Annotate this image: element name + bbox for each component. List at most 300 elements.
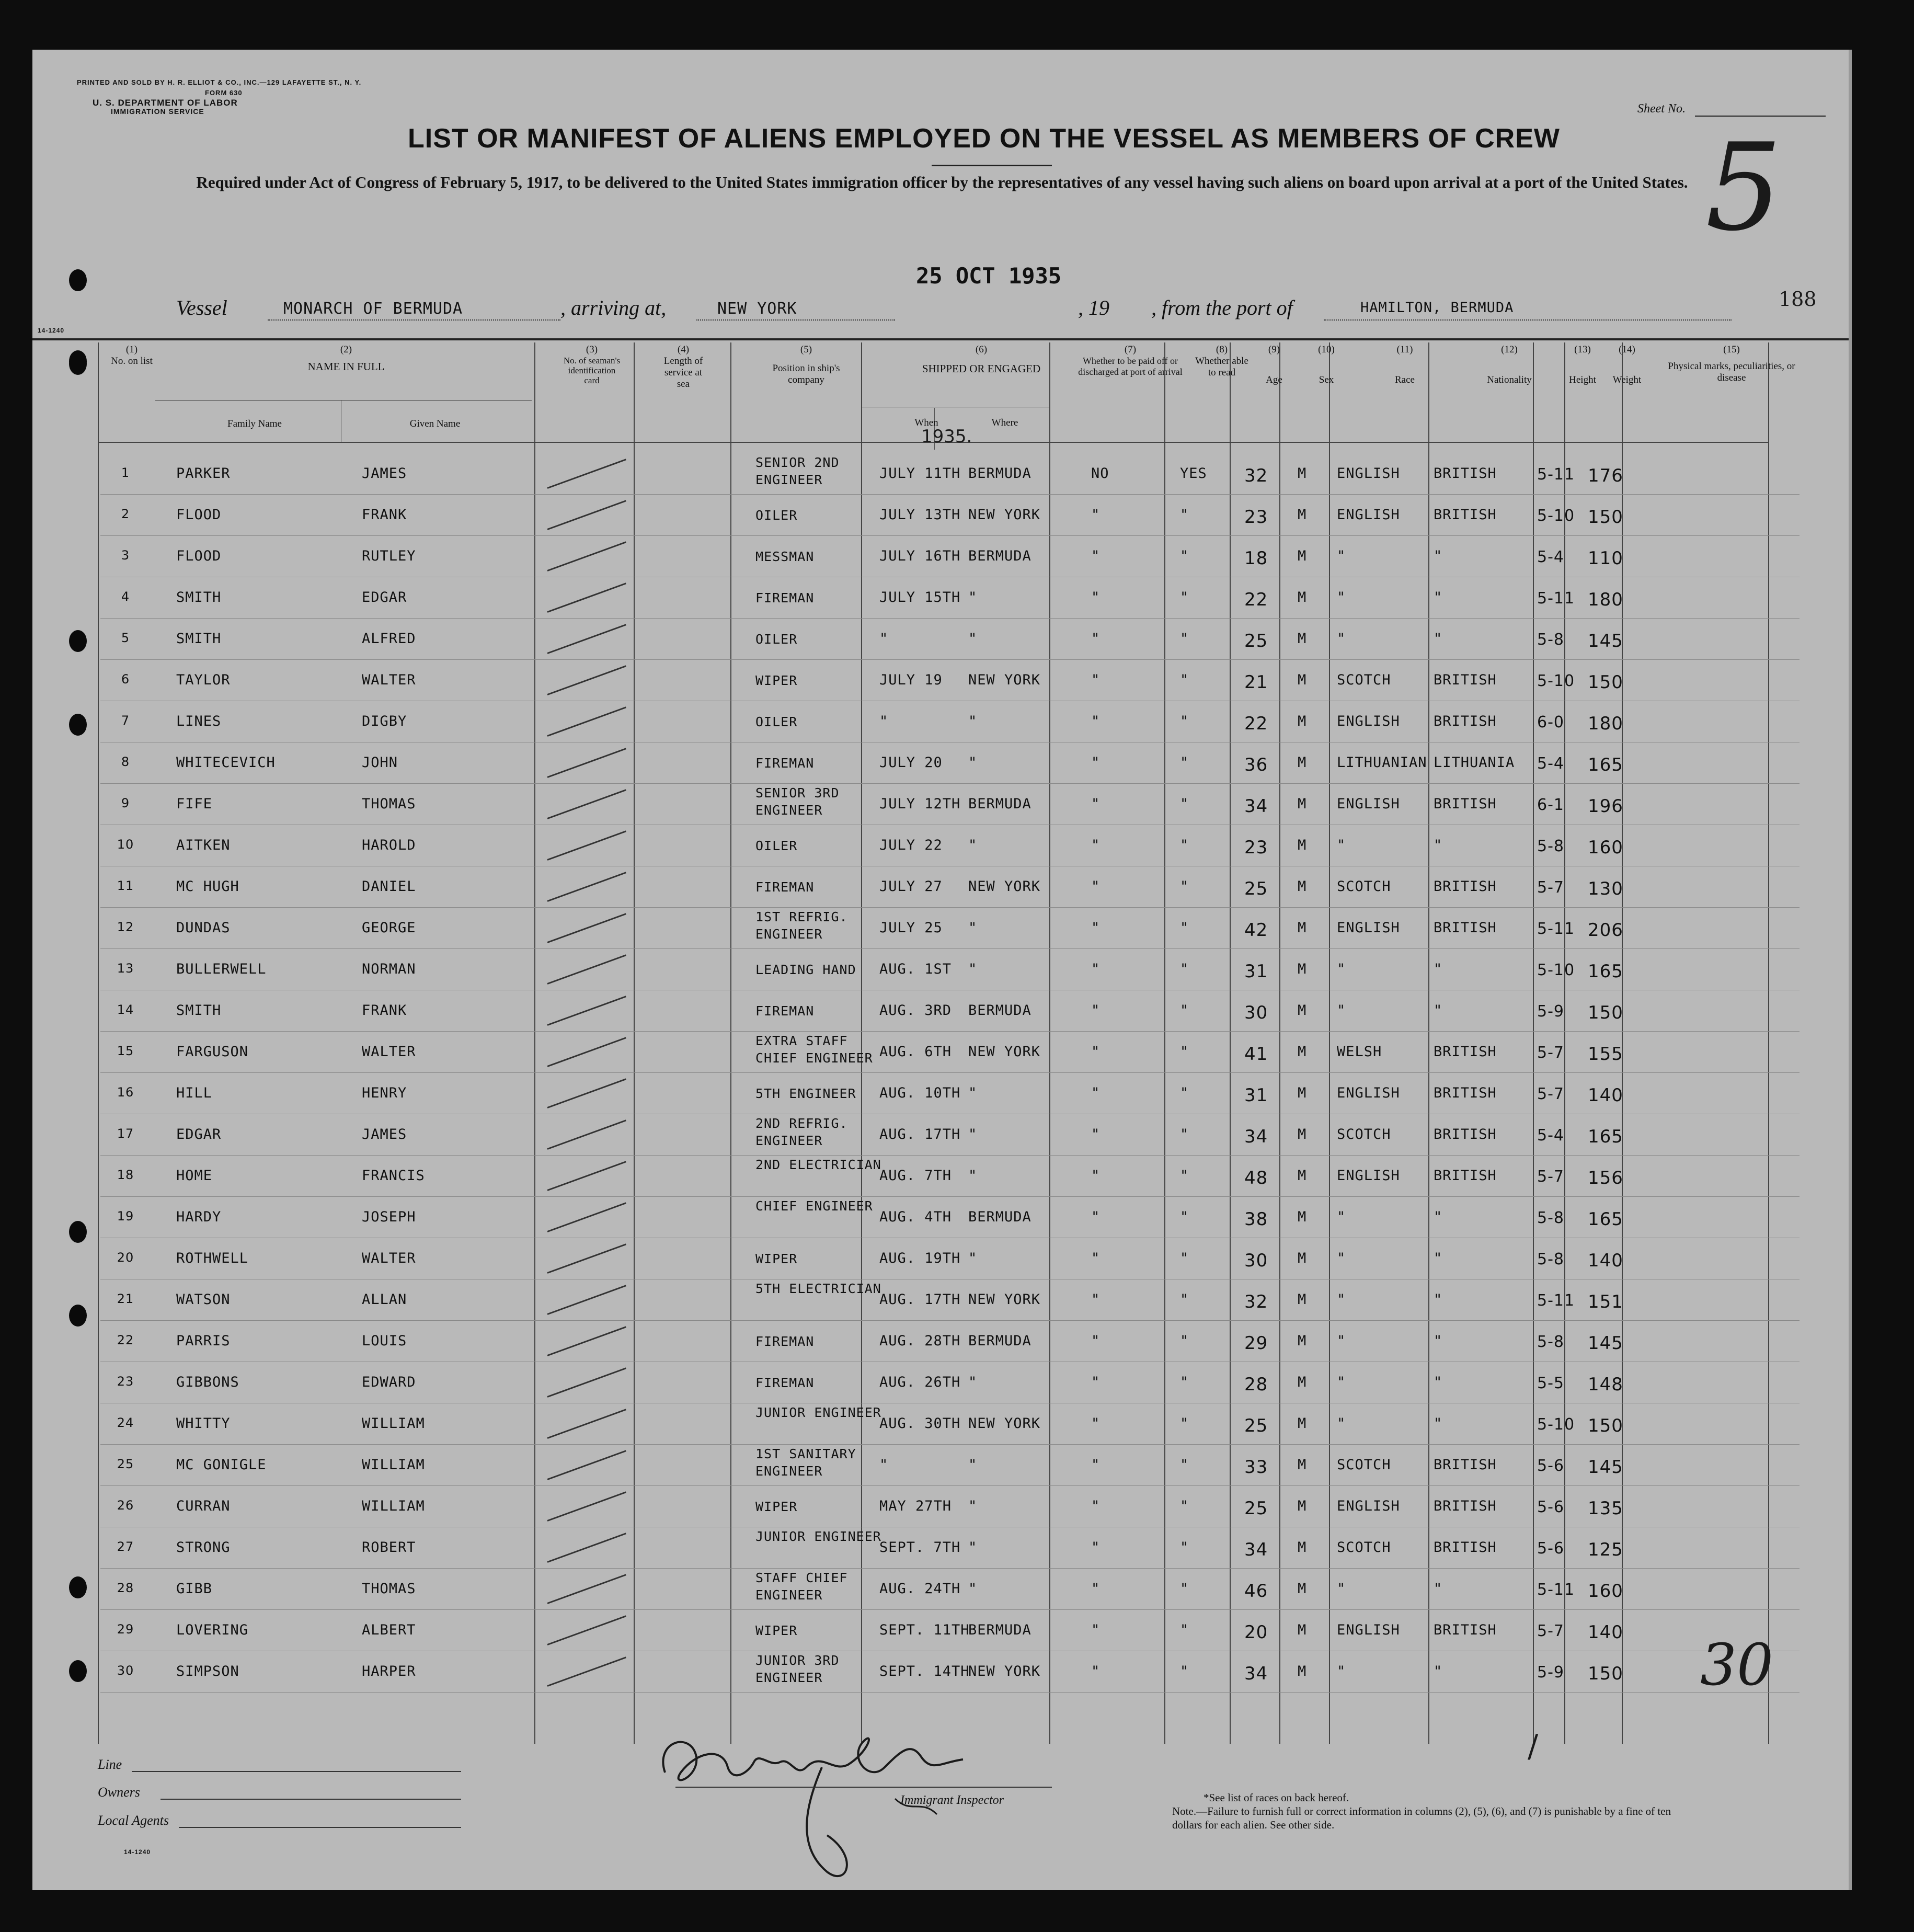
row-15-weight: 155 [1588, 1044, 1623, 1065]
row-14-read: " [1180, 1002, 1189, 1019]
service: IMMIGRATION SERVICE [111, 107, 204, 116]
row-9-nationality: BRITISH [1434, 796, 1497, 812]
row-30-no: 30 [117, 1663, 134, 1678]
row-20-read: " [1180, 1250, 1189, 1266]
row-13-no: 13 [117, 961, 134, 976]
row-27-position: JUNIOR ENGINEER [755, 1529, 881, 1544]
id-card-dash-mark [547, 706, 626, 737]
row-27-no: 27 [117, 1539, 134, 1554]
inspector-label: Immigrant Inspector [900, 1793, 1004, 1807]
row-22-when: AUG. 28TH [879, 1333, 961, 1349]
row-21-where: NEW YORK [968, 1291, 1041, 1308]
row-17-height: 5-4 [1537, 1126, 1564, 1145]
row-rule [100, 659, 1800, 660]
row-25-sex: M [1298, 1457, 1307, 1473]
col6-header: (6) SHIPPED OR ENGAGED [922, 344, 1041, 375]
row-5-no: 5 [121, 631, 130, 645]
row-9-height: 6-1 [1537, 796, 1564, 814]
row-19-when: AUG. 4TH [879, 1209, 952, 1225]
row-1-position: SENIOR 2ND ENGINEER [755, 455, 840, 487]
row-6-family: TAYLOR [176, 672, 231, 688]
row-16-age: 31 [1244, 1085, 1268, 1106]
row-1-given: JAMES [362, 465, 407, 482]
row-13-nationality: " [1434, 961, 1443, 977]
row-11-height: 5-7 [1537, 878, 1564, 897]
col-sep [1049, 342, 1050, 1744]
row-28-when: AUG. 24TH [879, 1581, 961, 1597]
row-4-given: EDGAR [362, 589, 407, 605]
row-18-read: " [1180, 1168, 1189, 1184]
id-card-dash-mark [547, 1615, 626, 1645]
row-16-where: " [968, 1085, 978, 1101]
row-26-sex: M [1298, 1498, 1307, 1514]
binder-hole [69, 1576, 87, 1598]
row-19-nationality: " [1434, 1209, 1443, 1225]
row-7-no: 7 [121, 713, 130, 728]
row-30-height: 5-9 [1537, 1663, 1564, 1682]
row-30-weight: 150 [1588, 1663, 1623, 1684]
row-26-no: 26 [117, 1498, 134, 1513]
row-7-paid: " [1091, 713, 1101, 729]
row-27-height: 5-6 [1537, 1539, 1564, 1558]
row-19-paid: " [1091, 1209, 1101, 1225]
row-16-when: AUG. 10TH [879, 1085, 961, 1101]
row-2-read: " [1180, 507, 1189, 523]
row-15-read: " [1180, 1044, 1189, 1060]
row-15-height: 5-7 [1537, 1044, 1564, 1062]
id-card-dash-mark [547, 459, 626, 489]
row-15-age: 41 [1244, 1044, 1268, 1065]
row-16-position: 5TH ENGINEER [755, 1086, 856, 1101]
row-17-paid: " [1091, 1126, 1101, 1142]
row-5-age: 25 [1244, 631, 1268, 651]
row-8-race: LITHUANIAN [1337, 754, 1427, 771]
row-8-weight: 165 [1588, 754, 1623, 775]
row-25-paid: " [1091, 1457, 1101, 1473]
row-11-age: 25 [1244, 878, 1268, 899]
row-9-race: ENGLISH [1337, 796, 1400, 812]
row-20-weight: 140 [1588, 1250, 1623, 1271]
where-header: Where [991, 417, 1018, 428]
port-dotted-line [696, 319, 895, 321]
row-6-no: 6 [121, 672, 130, 687]
row-26-where: " [968, 1498, 978, 1514]
printer-line: PRINTED AND SOLD BY H. R. ELLIOT & CO., INC.—129 LAFAYETTE ST., N. Y. [77, 78, 362, 86]
row-24-position: JUNIOR ENGINEER [755, 1405, 881, 1420]
row-11-sex: M [1298, 878, 1307, 895]
line-field [132, 1771, 461, 1772]
row-12-when: JULY 25 [879, 920, 943, 936]
row-12-no: 12 [117, 920, 134, 934]
col15-header: (15) Physical marks, peculiarities, or disease [1668, 344, 1795, 383]
row-14-position: FIREMAN [755, 1003, 815, 1019]
col-sep [98, 342, 99, 1744]
row-6-when: JULY 19 [879, 672, 943, 688]
row-14-where: BERMUDA [968, 1002, 1032, 1019]
row-15-position: EXTRA STAFF CHIEF ENGINEER [755, 1033, 873, 1066]
row-27-weight: 125 [1588, 1539, 1623, 1560]
row-11-when: JULY 27 [879, 878, 943, 895]
row-18-where: " [968, 1168, 978, 1184]
row-20-position: WIPER [755, 1251, 798, 1266]
row-26-nationality: BRITISH [1434, 1498, 1497, 1514]
row-22-where: BERMUDA [968, 1333, 1032, 1349]
row-16-height: 5-7 [1537, 1085, 1564, 1103]
row-10-weight: 160 [1588, 837, 1623, 858]
row-23-read: " [1180, 1374, 1189, 1390]
row-7-nationality: BRITISH [1434, 713, 1497, 729]
row-23-weight: 148 [1588, 1374, 1623, 1395]
row-3-position: MESSMAN [755, 549, 815, 564]
row-7-when: " [879, 713, 889, 729]
row-11-given: DANIEL [362, 878, 416, 895]
row-13-where: " [968, 961, 978, 977]
row-18-when: AUG. 7TH [879, 1168, 952, 1184]
row-29-when: SEPT. 11TH [879, 1622, 970, 1638]
row-22-nationality: " [1434, 1333, 1443, 1349]
id-card-dash-mark [547, 1326, 626, 1356]
id-card-dash-mark [547, 582, 626, 613]
row-7-position: OILER [755, 714, 798, 729]
row-28-given: THOMAS [362, 1581, 416, 1597]
row-9-age: 34 [1244, 796, 1268, 817]
row-rule [100, 1196, 1800, 1197]
row-18-given: FRANCIS [362, 1168, 425, 1184]
when-header: When [914, 417, 938, 428]
row-6-position: WIPER [755, 673, 798, 688]
col-sep [730, 342, 731, 1744]
row-rule [100, 494, 1800, 495]
id-card-dash-mark [547, 1574, 626, 1604]
row-6-where: NEW YORK [968, 672, 1041, 688]
row-14-weight: 150 [1588, 1002, 1623, 1023]
row-rule [100, 1320, 1800, 1321]
id-card-dash-mark [547, 1367, 626, 1398]
sheet-number: 5 [1705, 118, 1782, 258]
row-20-given: WALTER [362, 1250, 416, 1266]
row-23-age: 28 [1244, 1374, 1268, 1395]
row-3-no: 3 [121, 548, 130, 563]
row-4-sex: M [1298, 589, 1307, 605]
row-3-family: FLOOD [176, 548, 222, 564]
row-26-weight: 135 [1588, 1498, 1623, 1519]
binder-hole [69, 714, 87, 736]
row-23-position: FIREMAN [755, 1375, 815, 1390]
row-17-where: " [968, 1126, 978, 1142]
row-25-position: 1ST SANITARY ENGINEER [755, 1446, 856, 1479]
row-12-age: 42 [1244, 920, 1268, 941]
row-22-position: FIREMAN [755, 1334, 815, 1349]
page-number: 188 [1779, 288, 1817, 311]
row-13-given: NORMAN [362, 961, 416, 977]
row-29-family: LOVERING [176, 1622, 249, 1638]
row-1-weight: 176 [1588, 465, 1623, 486]
row-27-nationality: BRITISH [1434, 1539, 1497, 1556]
header-rule [32, 338, 1852, 340]
row-12-given: GEORGE [362, 920, 416, 936]
row-24-when: AUG. 30TH [879, 1415, 961, 1432]
row-5-weight: 145 [1588, 631, 1623, 651]
row-24-sex: M [1298, 1415, 1307, 1432]
from-port-dotted-line [1324, 319, 1732, 321]
sheet-no-line [1695, 116, 1826, 117]
row-3-age: 18 [1244, 548, 1268, 569]
row-26-read: " [1180, 1498, 1189, 1514]
row-24-height: 5-10 [1537, 1415, 1575, 1434]
row-5-when: " [879, 631, 889, 647]
row-26-height: 5-6 [1537, 1498, 1564, 1516]
row-27-given: ROBERT [362, 1539, 416, 1556]
row-4-age: 22 [1244, 589, 1268, 610]
row-19-given: JOSEPH [362, 1209, 416, 1225]
row-11-race: SCOTCH [1337, 878, 1391, 895]
row-6-nationality: BRITISH [1434, 672, 1497, 688]
row-18-paid: " [1091, 1168, 1101, 1184]
owners-label: Owners [98, 1785, 140, 1800]
row-rule [100, 1444, 1800, 1445]
row-16-family: HILL [176, 1085, 213, 1101]
department: U. S. DEPARTMENT OF LABOR [93, 98, 238, 108]
id-card-dash-mark [547, 1656, 626, 1687]
id-card-dash-mark [547, 1533, 626, 1563]
form-code-top: 14-1240 [38, 327, 65, 334]
row-20-age: 30 [1244, 1250, 1268, 1271]
row-1-height: 5-11 [1537, 465, 1575, 484]
row-11-where: NEW YORK [968, 878, 1041, 895]
id-card-dash-mark [547, 624, 626, 654]
row-3-weight: 110 [1588, 548, 1623, 569]
row-8-family: WHITECEVICH [176, 754, 276, 771]
agents-field [179, 1827, 461, 1828]
row-6-paid: " [1091, 672, 1101, 688]
row-2-race: ENGLISH [1337, 507, 1400, 523]
row-13-position: LEADING HAND [755, 962, 856, 977]
row-23-height: 5-5 [1537, 1374, 1564, 1392]
row-24-family: WHITTY [176, 1415, 231, 1432]
row-16-nationality: BRITISH [1434, 1085, 1497, 1101]
row-11-no: 11 [117, 878, 134, 893]
vessel-dotted-line [268, 319, 560, 321]
id-card-dash-mark [547, 748, 626, 778]
row-30-given: HARPER [362, 1663, 416, 1679]
row-28-nationality: " [1434, 1581, 1443, 1597]
row-20-paid: " [1091, 1250, 1101, 1266]
row-15-no: 15 [117, 1044, 134, 1058]
vessel-row [32, 295, 1852, 327]
row-17-when: AUG. 17TH [879, 1126, 961, 1142]
row-11-read: " [1180, 878, 1189, 895]
row-28-read: " [1180, 1581, 1189, 1597]
row-8-when: JULY 20 [879, 754, 943, 771]
row-9-read: " [1180, 796, 1189, 812]
row-10-given: HAROLD [362, 837, 416, 853]
col-sep [634, 342, 635, 1744]
manifest-sheet [32, 50, 1852, 1890]
row-28-paid: " [1091, 1581, 1101, 1597]
row-19-race: " [1337, 1209, 1346, 1225]
row-10-where: " [968, 837, 978, 853]
family-name-header: Family Name [227, 418, 282, 429]
row-7-race: ENGLISH [1337, 713, 1400, 729]
row-19-family: HARDY [176, 1209, 222, 1225]
subtitle: Required under Act of Congress of February 5, 1917, to be delivered to the United States immigration officer by the representatives of any vessel having such aliens on board upon arrival at a port of the United States. [196, 173, 1688, 191]
row-4-weight: 180 [1588, 589, 1623, 610]
row-25-weight: 145 [1588, 1457, 1623, 1478]
row-24-read: " [1180, 1415, 1189, 1432]
row-9-given: THOMAS [362, 796, 416, 812]
row-6-sex: M [1298, 672, 1307, 688]
row-7-given: DIGBY [362, 713, 407, 729]
row-rule [100, 783, 1800, 784]
row-19-sex: M [1298, 1209, 1307, 1225]
vessel-name: MONARCH OF BERMUDA [283, 300, 463, 318]
row-7-age: 22 [1244, 713, 1268, 734]
row-14-height: 5-9 [1537, 1002, 1564, 1021]
row-4-when: JULY 15TH [879, 589, 961, 605]
row-8-paid: " [1091, 754, 1101, 771]
row-28-position: STAFF CHIEF ENGINEER [755, 1570, 848, 1603]
row-8-height: 5-4 [1537, 754, 1564, 773]
row-29-nationality: BRITISH [1434, 1622, 1497, 1638]
row-3-where: BERMUDA [968, 548, 1032, 564]
row-26-position: WIPER [755, 1499, 798, 1514]
row-12-race: ENGLISH [1337, 920, 1400, 936]
row-18-sex: M [1298, 1168, 1307, 1184]
row-3-race: " [1337, 548, 1346, 564]
row-10-position: OILER [755, 838, 798, 853]
row-14-nationality: " [1434, 1002, 1443, 1019]
col-sep [1768, 342, 1769, 1744]
row-29-where: BERMUDA [968, 1622, 1032, 1638]
row-29-race: ENGLISH [1337, 1622, 1400, 1638]
row-14-race: " [1337, 1002, 1346, 1019]
row-1-family: PARKER [176, 465, 231, 482]
id-card-dash-mark [547, 665, 626, 695]
row-3-nationality: " [1434, 548, 1443, 564]
row-5-sex: M [1298, 631, 1307, 647]
row-19-height: 5-8 [1537, 1209, 1564, 1227]
row-11-paid: " [1091, 878, 1101, 895]
row-rule [100, 1072, 1800, 1073]
row-13-weight: 165 [1588, 961, 1623, 982]
page-title: LIST OR MANIFEST OF ALIENS EMPLOYED ON THE VESSEL AS MEMBERS OF CREW [408, 123, 1560, 154]
row-3-height: 5-4 [1537, 548, 1564, 566]
row-30-paid: " [1091, 1663, 1101, 1679]
row-2-position: OILER [755, 508, 798, 523]
row-29-height: 5-7 [1537, 1622, 1564, 1640]
row-19-weight: 165 [1588, 1209, 1623, 1230]
binder-hole [69, 353, 87, 375]
row-25-race: SCOTCH [1337, 1457, 1391, 1473]
id-card-dash-mark [547, 830, 626, 861]
row-2-age: 23 [1244, 507, 1268, 528]
row-22-height: 5-8 [1537, 1333, 1564, 1351]
row-3-read: " [1180, 548, 1189, 564]
row-1-paid: NO [1091, 465, 1109, 482]
col-sep [1533, 342, 1534, 1744]
row-rule [100, 907, 1800, 908]
row-25-no: 25 [117, 1457, 134, 1471]
row-29-paid: " [1091, 1622, 1101, 1638]
row-9-when: JULY 12TH [879, 796, 961, 812]
row-12-read: " [1180, 920, 1189, 936]
row-15-when: AUG. 6TH [879, 1044, 952, 1060]
row-23-where: " [968, 1374, 978, 1390]
row-26-age: 25 [1244, 1498, 1268, 1519]
total-count: 30 [1700, 1631, 1773, 1698]
row-21-family: WATSON [176, 1291, 231, 1308]
row-9-where: BERMUDA [968, 796, 1032, 812]
row-1-where: BERMUDA [968, 465, 1032, 482]
col4-header: (4) Length of service at sea [663, 344, 703, 390]
row-21-race: " [1337, 1291, 1346, 1308]
row-18-race: ENGLISH [1337, 1168, 1400, 1184]
row-27-where: " [968, 1539, 978, 1556]
row-26-family: CURRAN [176, 1498, 231, 1514]
row-24-race: " [1337, 1415, 1346, 1432]
row-22-no: 22 [117, 1333, 134, 1347]
row-22-given: LOUIS [362, 1333, 407, 1349]
row-9-position: SENIOR 3RD ENGINEER [755, 785, 840, 818]
row-26-when: MAY 27TH [879, 1498, 952, 1514]
row-15-paid: " [1091, 1044, 1101, 1060]
row-12-where: " [968, 920, 978, 936]
row-2-when: JULY 13TH [879, 507, 961, 523]
row-5-position: OILER [755, 632, 798, 647]
line-label: Line [98, 1757, 122, 1772]
row-2-nationality: BRITISH [1434, 507, 1497, 523]
row-13-when: AUG. 1ST [879, 961, 952, 977]
binder-hole [69, 630, 87, 652]
row-5-paid: " [1091, 631, 1101, 647]
row-13-family: BULLERWELL [176, 961, 267, 977]
row-30-sex: M [1298, 1663, 1307, 1679]
row-22-read: " [1180, 1333, 1189, 1349]
row-rule [100, 1692, 1800, 1693]
row-19-position: CHIEF ENGINEER [755, 1198, 873, 1214]
row-24-paid: " [1091, 1415, 1101, 1432]
id-card-dash-mark [547, 913, 626, 943]
col2-header: (2) NAME IN FULL [307, 344, 385, 373]
row-12-sex: M [1298, 920, 1307, 936]
row-15-where: NEW YORK [968, 1044, 1041, 1060]
row-29-no: 29 [117, 1622, 134, 1637]
id-card-dash-mark [547, 1285, 626, 1315]
row-4-read: " [1180, 589, 1189, 605]
col-sep [1564, 342, 1565, 1744]
col9-header: (9) Age [1266, 344, 1282, 385]
row-17-race: SCOTCH [1337, 1126, 1391, 1142]
row-1-when: JULY 11TH [879, 465, 961, 482]
row-27-sex: M [1298, 1539, 1307, 1556]
binder-hole [69, 269, 87, 291]
row-10-read: " [1180, 837, 1189, 853]
row-13-paid: " [1091, 961, 1101, 977]
date-stamp: 25 OCT 1935 [916, 263, 1062, 289]
row-10-height: 5-8 [1537, 837, 1564, 855]
row-11-weight: 130 [1588, 878, 1623, 899]
row-17-nationality: BRITISH [1434, 1126, 1497, 1142]
row-13-height: 5-10 [1537, 961, 1575, 979]
row-20-family: ROTHWELL [176, 1250, 249, 1266]
row-2-sex: M [1298, 507, 1307, 523]
id-card-dash-mark [547, 1450, 626, 1480]
row-28-age: 46 [1244, 1581, 1268, 1602]
row-14-when: AUG. 3RD [879, 1002, 952, 1019]
row-23-given: EDWARD [362, 1374, 416, 1390]
row-18-no: 18 [117, 1168, 134, 1182]
row-5-read: " [1180, 631, 1189, 647]
